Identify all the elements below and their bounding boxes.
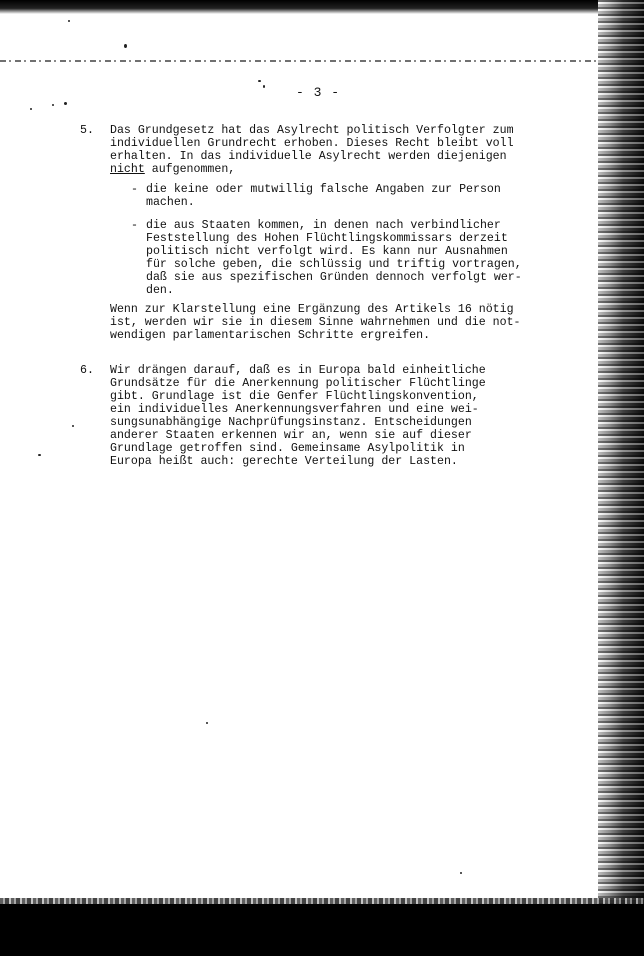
text-line: die aus Staaten kommen, in denen nach verbindlicher [146, 219, 501, 232]
text-line: gibt. Grundlage ist die Genfer Flüchtlingskonvention, [110, 390, 479, 403]
scan-speck [206, 722, 208, 724]
scan-speck [124, 44, 127, 48]
text-line: daß sie aus spezifischen Gründen dennoch verfolgt wer- [146, 271, 522, 284]
text-line: sungsunabhängige Nachprüfungsinstanz. Entscheidungen [110, 416, 472, 429]
scan-speck [258, 80, 261, 82]
text-line: Wir drängen darauf, daß es in Europa bald einheitliche [110, 364, 486, 377]
text-line: Grundlage getroffen sind. Gemeinsame Asylpolitik in [110, 442, 465, 455]
scan-speck [460, 872, 462, 874]
bullet-1 [146, 183, 501, 209]
text-line: anderer Staaten erkennen wir an, wenn sie auf dieser [110, 429, 472, 442]
section-6-body [110, 364, 486, 468]
text-line: Europa heißt auch: gerechte Verteilung der Lasten. [110, 455, 458, 468]
scan-speck [38, 454, 41, 456]
text-line: politisch nicht verfolgt wird. Es kann nur Ausnahmen [146, 245, 508, 258]
scan-bottom-edge [0, 904, 644, 956]
text-line: erhalten. In das individuelle Asylrecht werden diejenigen [110, 150, 507, 163]
section-5-closing [110, 303, 521, 342]
text-line: ist, werden wir sie in diesem Sinne wahrnehmen und die not- [110, 316, 521, 329]
bullet-dash: - [131, 183, 138, 196]
scan-speck [30, 108, 32, 110]
text-line: individuellen Grundrecht erhoben. Dieses Recht bleibt voll [110, 137, 514, 150]
text-line: Das Grundgesetz hat das Asylrecht politisch Verfolgter zum [110, 124, 514, 137]
page-number: - 3 - [296, 85, 341, 100]
scan-speck [263, 85, 265, 88]
section-6-number: 6. [80, 364, 94, 377]
text-line: machen. [146, 196, 195, 209]
scan-speck [72, 425, 74, 427]
scan-top-edge [0, 0, 644, 14]
text-line: wendigen parlamentarischen Schritte ergreifen. [110, 329, 431, 342]
text-line: Wenn zur Klarstellung eine Ergänzung des Artikels 16 nötig [110, 303, 514, 316]
text-line: die keine oder mutwillig falsche Angaben zur Person [146, 183, 501, 196]
text-span: aufgenommen, [144, 163, 236, 176]
text-line: den. [146, 284, 174, 297]
text-line: Feststellung des Hohen Flüchtlingskommissars derzeit [146, 232, 508, 245]
scan-speck [68, 20, 70, 22]
emphasis-nicht: nicht [110, 163, 145, 176]
scan-top-rule [0, 60, 644, 62]
section-5-intro [110, 124, 514, 176]
text-line: für solche geben, die schlüssig und triftig vortragen, [146, 258, 522, 271]
scan-right-edge [598, 0, 644, 956]
bullet-dash: - [131, 219, 138, 232]
text-line: Grundsätze für die Anerkennung politischer Flüchtlinge [110, 377, 486, 390]
bullet-2 [146, 219, 522, 297]
section-5-number: 5. [80, 124, 94, 137]
text-line [110, 163, 514, 176]
text-line: ein individuelles Anerkennungsverfahren und eine wei- [110, 403, 479, 416]
scan-speck [52, 104, 54, 106]
scan-speck [64, 102, 67, 105]
